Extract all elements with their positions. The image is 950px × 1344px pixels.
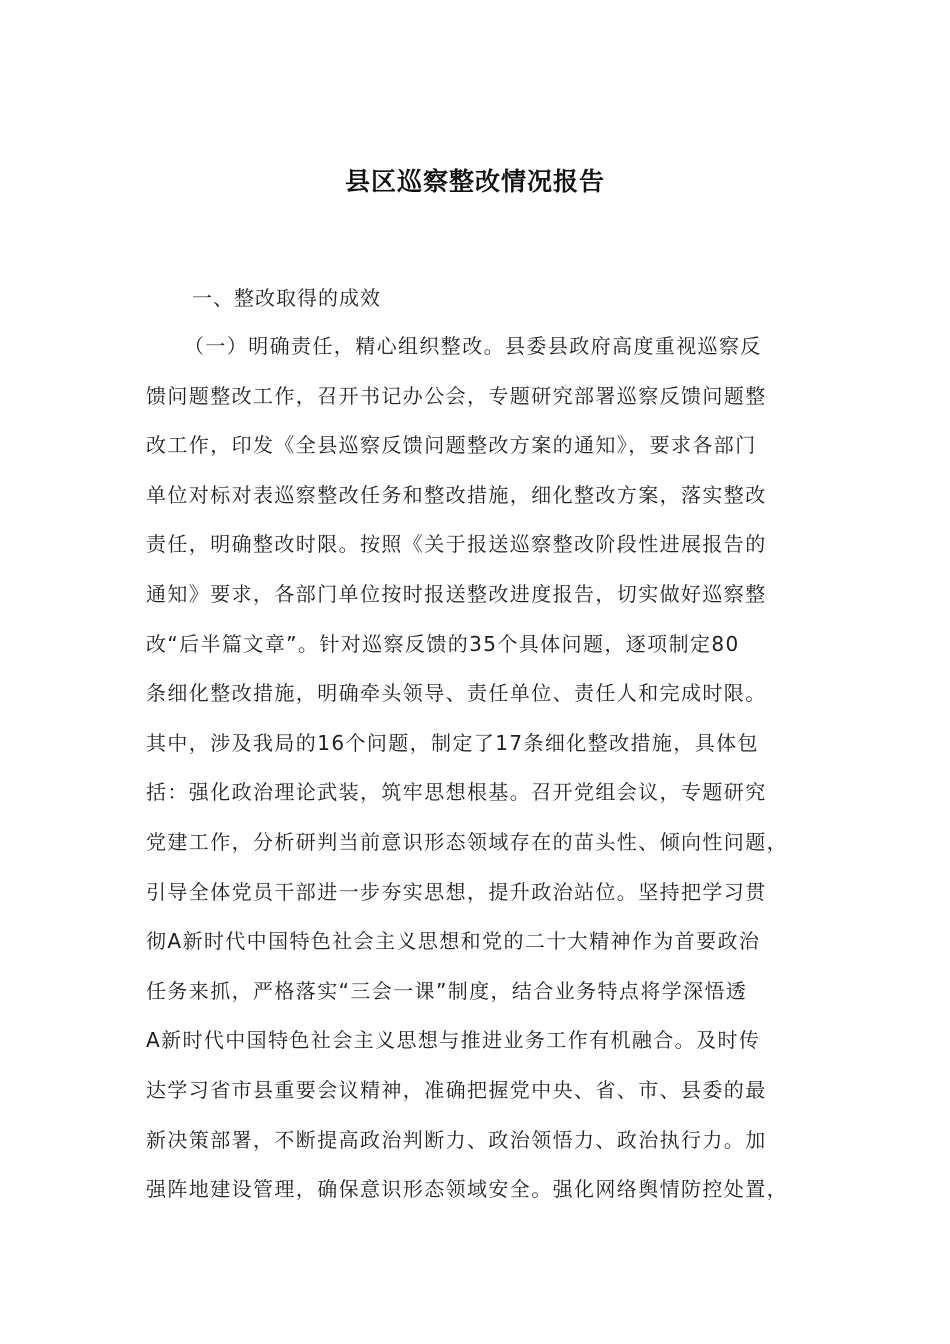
- paragraph-line: 馈问题整改工作，召开书记办公会，专题研究部署巡察反馈问题整: [146, 383, 767, 408]
- paragraph-line: 达学习省市县重要会议精神，准确把握党中央、省、市、县委的最: [146, 1077, 767, 1102]
- paragraph-line: 责任，明确整改时限。按照《关于报送巡察整改阶段性进展报告的: [146, 532, 767, 557]
- paragraph-line: 单位对标对表巡察整改任务和整改措施，细化整改方案，落实整改: [146, 482, 767, 507]
- paragraph-line: 党建工作，分析研判当前意识形态领域存在的苗头性、倾向性问题，: [146, 829, 788, 854]
- document-title: 县区巡察整改情况报告: [344, 167, 605, 196]
- paragraph-line: A新时代中国特色社会主义思想与推进业务工作有机融合。及时传: [146, 1028, 761, 1053]
- body-paragraph: [146, 331, 826, 1224]
- paragraph-line: 新决策部署，不断提高政治判断力、政治领悟力、政治执行力。加: [146, 1127, 767, 1152]
- section-heading: 一、整改取得的成效: [192, 286, 381, 310]
- paragraph-line: 通知》要求，各部门单位按时报送整改进度报告，切实做好巡察整: [146, 581, 767, 606]
- paragraph-line: 引导全体党员干部进一步夯实思想，提升政治站位。坚持把学习贯: [146, 879, 767, 904]
- paragraph-line: 改“后半篇文章”。针对巡察反馈的35个具体问题，逐项制定80: [146, 631, 740, 656]
- paragraph-line: 强阵地建设管理，确保意识形态领域安全。强化网络舆情防控处置，: [146, 1177, 788, 1202]
- paragraph-line: 改工作，印发《全县巡察反馈问题整改方案的通知》，要求各部门: [146, 433, 757, 458]
- paragraph-line: 括：强化政治理论武装，筑牢思想根基。召开党组会议，专题研究: [146, 780, 767, 805]
- paragraph-line: 彻A新时代中国特色社会主义思想和党的二十大精神作为首要政治: [146, 929, 761, 954]
- paragraph-line: 其中，涉及我局的16个问题，制定了17条细化整改措施，具体包: [146, 730, 759, 755]
- paragraph-line: （一）明确责任，精心组织整改。县委县政府高度重视巡察反: [184, 334, 762, 358]
- paragraph-line: 条细化整改措施，明确牵头领导、责任单位、责任人和完成时限。: [146, 681, 767, 706]
- paragraph-line: 任务来抓，严格落实“三会一课”制度，结合业务特点将学深悟透: [146, 978, 748, 1003]
